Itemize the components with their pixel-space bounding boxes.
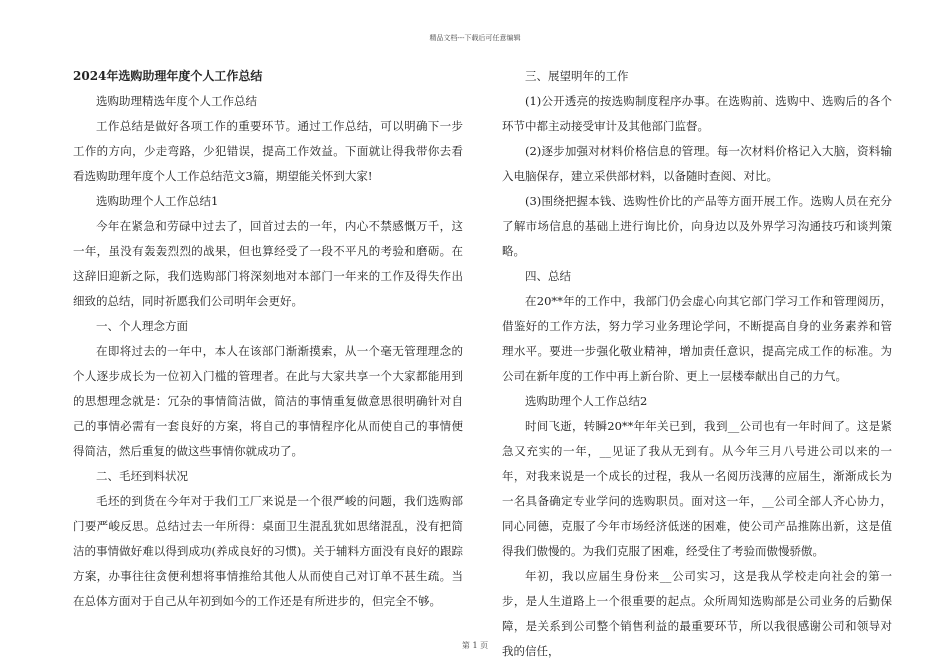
list-item: (1)公开透亮的按选购制度程序办事。在选购前、选购中、选购后的各个环节中都主动接受审计及其他部门监督。 [502,94,892,133]
section-heading-conclusion: 四、总结 [525,269,571,283]
document-title: 2024年选购助理年度个人工作总结 [73,69,263,83]
body-paragraph: 今年在紧急和劳碌中过去了，回首过去的一年，内心不禁感慨万千，这一年，虽没有轰轰烈烈的战果，但也算经受了一段不平凡的考验和磨砺。在这辞旧迎新之际，我们选购部门将深刻地对本部门一年来的工作及得失作出细致的总结，同时祈愿我们公司明年会更好。 [73,219,463,308]
section-heading-personal-philosophy: 一、个人理念方面 [96,319,188,333]
section-heading-summary-1: 选购助理个人工作总结1 [96,194,219,208]
subtitle: 选购助理精选年度个人工作总结 [96,94,257,108]
body-paragraph: 毛坯的到货在今年对于我们工厂来说是一个很严峻的问题，我们选购部门要严峻反思。总结过去一年所得：桌面卫生混乱犹如思绪混乱，没有把简洁的事情做好难以得到成功(养成良好的习惯)。关于辅料方面没有良好的跟踪方案，办事往往贪便利想将事情推给其他人从而使自己对订单不甚生疏。当在总体方面对于自己从年初到如今的工作还是有所进步的，但完全不够。 [73,494,463,608]
left-column [73,64,463,614]
intro-paragraph: 工作总结是做好各项工作的重要环节。通过工作总结，可以明确下一步工作的方向，少走弯路，少犯错误，提高工作效益。下面就让得我带你去看看选购助理年度个人工作总结范文3篇，期望能关怀到大家! [73,119,463,183]
body-paragraph: 在20**年的工作中，我部门仍会虚心向其它部门学习工作和管理阅历，借鉴好的工作方法，努力学习业务理论学问，不断提高自身的业务素养和管理水平。要进一步强化敬业精神，增加责任意识，提高完成工作的标准。为公司在新年度的工作中再上新台阶、更上一层楼奉献出自己的力气。 [502,294,892,383]
page-header-note: 精品文档---下载后可任意编辑 [429,34,521,42]
section-heading-outlook: 三、展望明年的工作 [525,69,629,83]
list-item: (2)逐步加强对材料价格信息的管理。每一次材料价格记入大脑，资料输入电脑保存，建立采供部材料，以备随时查阅、对比。 [502,144,892,183]
right-column [502,64,892,664]
section-heading-summary-2: 选购助理个人工作总结2 [525,394,648,408]
list-item: (3)围绕把握本钱、选购性价比的产品等方面开展工作。选购人员在充分了解市场信息的基础上进行询比价，向身边以及外界学习沟通技巧和谈判策略。 [502,194,892,258]
page-number: 第 1 页 [461,641,489,650]
section-heading-materials: 二、毛坯到料状况 [96,469,188,483]
body-paragraph: 年初，我以应届生身份来__公司实习，这是我从学校走向社会的第一步，是人生道路上一个很重要的起点。众所周知选购部是公司业务的后勤保障，是关系到公司整个销售利益的最重要环节，所以我很感谢公司和领导对我的信任， [502,569,892,658]
body-paragraph: 在即将过去的一年中，本人在该部门渐渐摸索，从一个毫无管理理念的个人逐步成长为一位初入门槛的管理者。在此与大家共享一个大家都能用到的思想理念就是：冗杂的事情简洁做，简洁的事情重复做意思很明确针对自己的事情必需有一套良好的方案，将自己的事情程序化从而使自己的事情便得简洁，然后重复的做这些事情你就成功了。 [73,344,463,458]
body-paragraph: 时间飞逝，转瞬20**年年关已到，我到__公司也有一年时间了。这是紧急又充实的一年，__见证了我从无到有。从今年三月八号进公司以来的一年，对我来说是一个成长的过程，我从一名阅历浅薄的应届生，渐渐成长为一名具备确定专业学问的选购职员。面对这一年，__公司全部人齐心协力，同心同德，克服了今年市场经济低迷的困难，使公司产品推陈出新，这是值得我们傲慢的。为我们克服了困难，经受住了考验而傲慢骄傲。 [502,419,892,558]
